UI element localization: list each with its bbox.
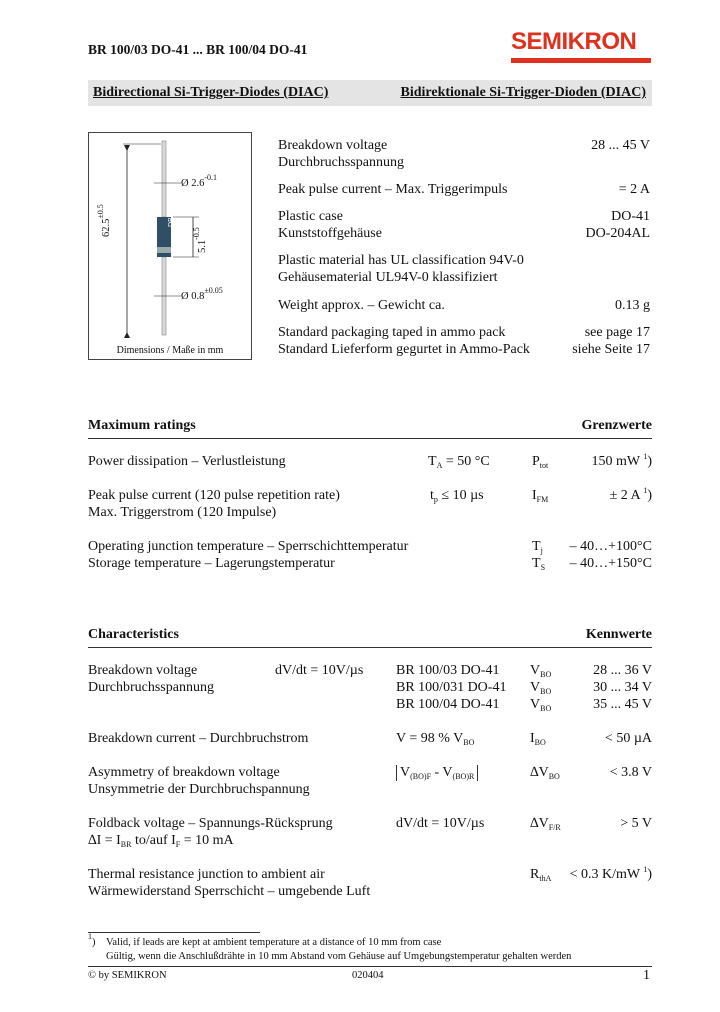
drawing-caption: Dimensions / Maße in mm — [116, 345, 224, 356]
body-length-label: $5.1^{-0.5}$ — [192, 227, 208, 253]
spec-label: Gehäusematerial UL94V-0 klassifiziert — [278, 270, 498, 285]
subtitle-english: Bidirectional Si-Trigger-Diodes (DIAC) — [93, 85, 329, 100]
characteristics-title-de: Kennwerte — [585, 627, 652, 642]
rating-value: – 40…+150°C — [569, 556, 652, 571]
spec-value: DO-204AL — [585, 226, 650, 241]
diode-outline-drawing — [89, 133, 251, 359]
max-ratings-title-de: Grenzwerte — [581, 418, 652, 433]
spec-label: Peak pulse current – Max. Triggerimpuls — [278, 182, 508, 197]
footnote-text: Valid, if leads are kept at ambient temperature at a distance of 10 mm from case — [106, 937, 442, 948]
spec-label: Plastic material has UL classification 94V-0 — [278, 253, 524, 268]
rating-value: ± 2 A $^1$) — [609, 486, 652, 503]
subtitle-german: Bidirektionale Si-Trigger-Dioden (DIAC) — [400, 85, 646, 100]
char-value: < 0.3 K/mW $^1$) — [569, 865, 652, 882]
rating-value: 150 mW $^1$) — [591, 452, 652, 469]
rating-label: Operating junction temperature – Sperrschichttemperatur — [88, 539, 409, 554]
char-label: Durchbruchsspannung — [88, 680, 214, 695]
rating-label: Peak pulse current (120 pulse repetition rate) — [88, 488, 340, 503]
spec-value: DO-41 — [611, 209, 650, 224]
type-designation: BR 100/031 DO-41 — [396, 680, 507, 695]
spec-label: Plastic case — [278, 209, 343, 224]
type-designation: BR 100/04 DO-41 — [396, 697, 500, 712]
spec-value: 0.13 g — [615, 298, 650, 313]
footer-rule — [88, 966, 652, 967]
spec-label: Standard Lieferform gegurtet in Ammo-Pack — [278, 342, 530, 357]
char-condition: $V_{(BO)F} - V_{(BO)R}$ — [396, 765, 478, 781]
footer-date: 020404 — [352, 970, 384, 981]
rating-value: – 40…+100°C — [569, 539, 652, 554]
char-value: < 3.8 V — [609, 765, 652, 780]
char-symbol: $V_{BO}$ — [530, 680, 552, 696]
spec-value: see page 17 — [584, 325, 650, 340]
rating-label: Power dissipation – Verlustleistung — [88, 454, 286, 469]
dimension-drawing — [88, 132, 252, 360]
char-label: Wärmewiderstand Sperrschicht – umgebende Luft — [88, 884, 371, 899]
char-symbol: $I_{BO}$ — [530, 731, 546, 747]
spec-value: = 2 A — [618, 182, 650, 197]
rating-label: Max. Triggerstrom (120 Impulse) — [88, 505, 277, 520]
footnote-mark: $^1$) — [88, 932, 96, 948]
char-value: > 5 V — [620, 816, 652, 831]
semikron-logo: SEMIKRON — [511, 28, 637, 55]
char-value: < 50 µA — [604, 731, 652, 746]
lead-diameter-label: Ø $0.8^{\pm 0.05}$ — [181, 286, 223, 302]
char-label: Thermal resistance junction to ambient air — [88, 867, 325, 882]
spec-label: Breakdown voltage — [278, 138, 388, 153]
page-number: 1 — [643, 968, 650, 983]
footnote-rule — [88, 932, 260, 933]
char-condition: dV/dt = 10V/µs — [396, 816, 485, 831]
char-label: Asymmetry of breakdown voltage — [88, 765, 280, 780]
char-label: Breakdown voltage — [88, 663, 198, 678]
logo-underline — [511, 58, 651, 63]
characteristics-title: Characteristics — [88, 627, 179, 642]
char-symbol: $\Delta V_{F/R}$ — [530, 816, 561, 832]
char-symbol: $V_{BO}$ — [530, 697, 552, 713]
characteristics-header — [88, 627, 652, 648]
char-value: 30 ... 34 V — [593, 680, 652, 695]
rating-condition: $t_p \le 10$ µs — [430, 488, 484, 504]
max-ratings-title: Maximum ratings — [88, 418, 196, 433]
rating-label: Storage temperature – Lagerungstemperatur — [88, 556, 335, 571]
char-value: 28 ... 36 V — [593, 663, 652, 678]
type-designation: BR 100/03 DO-41 — [396, 663, 500, 678]
char-value: 35 ... 45 V — [593, 697, 652, 712]
spec-value: 28 ... 45 V — [591, 138, 650, 153]
spec-label: Kunststoffgehäuse — [278, 226, 382, 241]
subtitle-band — [88, 80, 652, 106]
rating-condition: $T_A = 50$ °C — [428, 454, 490, 470]
char-condition: dV/dt = 10V/µs — [275, 663, 364, 678]
max-ratings-header — [88, 418, 652, 439]
char-symbol: $\Delta V_{BO}$ — [530, 765, 560, 781]
char-label: Unsymmetrie der Durchbruchspannung — [88, 782, 310, 797]
char-label: Breakdown current – Durchbruchstrom — [88, 731, 309, 746]
spec-label: Durchbruchsspannung — [278, 155, 404, 170]
body-marking: DB3 — [168, 213, 175, 227]
char-symbol: $R_{thA}$ — [530, 867, 552, 883]
footer-copyright: © by SEMIKRON — [88, 970, 167, 981]
total-length-label: $62.5^{\pm 0.5}$ — [96, 204, 112, 237]
char-label: Foldback voltage – Spannungs-Rücksprung — [88, 816, 333, 831]
spec-label: Standard packaging taped in ammo pack — [278, 325, 506, 340]
spec-value: siehe Seite 17 — [572, 342, 650, 357]
rating-symbol: $T_j$ — [532, 539, 543, 555]
char-condition: V = 98 % $V_{BO}$ — [396, 731, 475, 747]
rating-symbol: $T_S$ — [532, 556, 546, 572]
rating-symbol: $I_{FM}$ — [532, 488, 549, 504]
char-label: $\Delta I = I_{BR}$ to/auf $I_F = 10$ mA — [88, 833, 234, 849]
char-symbol: $V_{BO}$ — [530, 663, 552, 679]
document-title: BR 100/03 DO-41 ... BR 100/04 DO-41 — [88, 42, 308, 57]
rating-symbol: $P_{tot}$ — [532, 454, 549, 470]
spec-label: Weight approx. – Gewicht ca. — [278, 298, 445, 313]
footnote-text: Gültig, wenn die Anschlußdrähte in 10 mm Abstand vom Gehäuse auf Umgebungstemperatur gehalten werden — [106, 951, 572, 962]
body-diameter-label: Ø $2.6^{-0.1}$ — [181, 173, 218, 189]
